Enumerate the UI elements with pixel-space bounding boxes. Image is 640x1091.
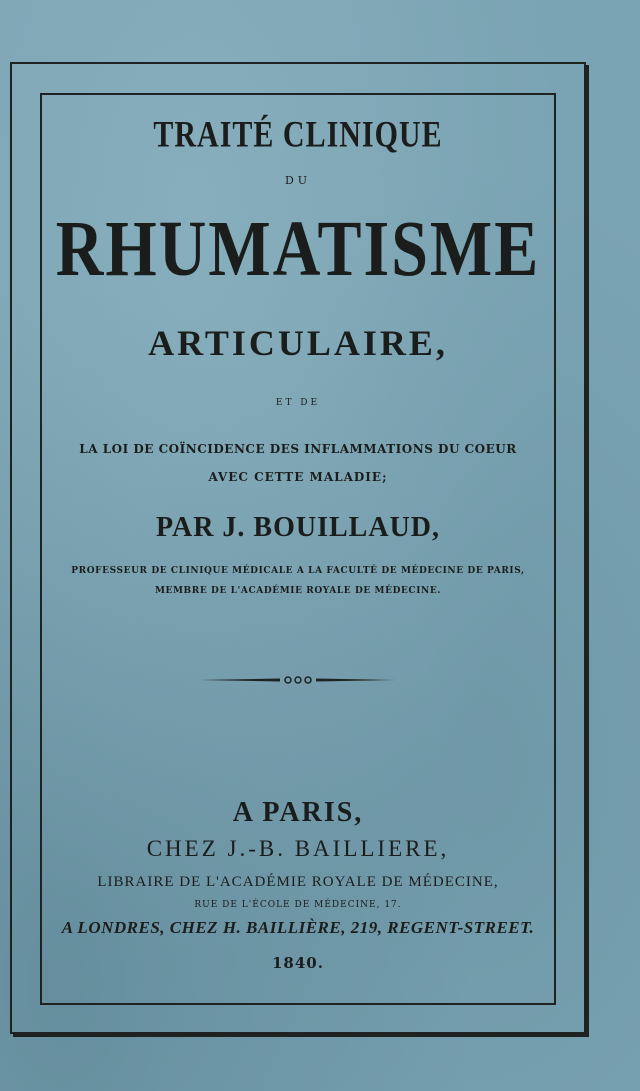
divider-ornament-icon xyxy=(200,672,396,688)
imprint-publisher: CHEZ J.-B. BAILLIERE, xyxy=(146,836,450,861)
imprint-city: A PARIS, xyxy=(232,797,364,828)
subtitle-line-1: LA LOI DE COÏNCIDENCE DES INFLAMMATIONS DU COEUR xyxy=(79,442,517,456)
title-line-1: TRAITÉ CLINIQUE xyxy=(153,113,443,155)
publication-year: 1840. xyxy=(272,954,324,972)
title-line-2: DU xyxy=(284,174,312,187)
imprint-publisher-title: LIBRAIRE DE L'ACADÉMIE ROYALE DE MÉDECINE, xyxy=(97,874,499,890)
subtitle-line-2: AVEC CETTE MALADIE; xyxy=(208,470,388,484)
author-title-1: PROFESSEUR DE CLINIQUE MÉDICALE A LA FACULTÉ DE MÉDECINE DE PARIS, xyxy=(71,566,525,576)
author-title-2: MEMBRE DE L'ACADÉMIE ROYALE DE MÉDECINE. xyxy=(154,586,442,596)
subtitle-conjunction: ET DE xyxy=(275,398,321,408)
main-title: RHUMATISME xyxy=(55,205,541,294)
imprint-london: A LONDRES, CHEZ H. BAILLIÈRE, 219, REGENT-STREET. xyxy=(61,918,535,937)
imprint-address: RUE DE L'ÉCOLE DE MÉDECINE, 17. xyxy=(194,900,402,910)
author-name: PAR J. BOUILLAUD, xyxy=(155,512,441,543)
title-line-3: ARTICULAIRE, xyxy=(148,323,448,363)
